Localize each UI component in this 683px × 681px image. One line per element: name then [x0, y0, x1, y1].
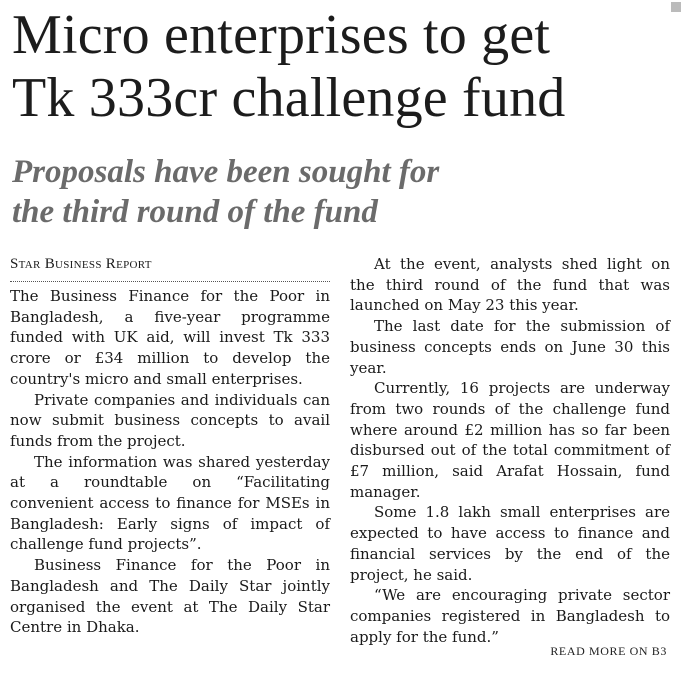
paragraph: The last date for the submission of business concepts ends on June 30 this year.: [350, 317, 670, 377]
dotted-divider: [10, 281, 330, 282]
subheadline-line-1: Proposals have been sought for: [12, 154, 440, 190]
left-column: [10, 254, 330, 638]
byline: Star Business Report: [10, 256, 152, 272]
right-column: [350, 254, 670, 647]
headline-line-1: Micro enterprises to get: [12, 4, 551, 66]
paragraph: At the event, analysts shed light on the third round of the fund that was launched on May 23 this year.: [350, 255, 670, 315]
paragraph: The Business Finance for the Poor in Bangladesh, a five-year programme funded with UK aid, will invest Tk 333 crore or £34 million to develop the country's micro and small enterprises.: [10, 287, 330, 388]
paragraph: Some 1.8 lakh small enterprises are expected to have access to finance and financial services by the end of the project, he said.: [350, 503, 670, 584]
paragraph: Currently, 16 projects are underway from two rounds of the challenge fund where around £2 million has so far been disbursed out of the total commitment of £7 million, said Arafat Hossain, fund manager.: [350, 379, 670, 501]
headline-line-2: Tk 333cr challenge fund: [12, 67, 566, 129]
paragraph: Business Finance for the Poor in Bangladesh and The Daily Star jointly organised the event at The Daily Star Centre in Dhaka.: [10, 556, 330, 637]
subheadline: [12, 152, 672, 232]
paragraph: The information was shared yesterday at a roundtable on “Facilitating convenient access to finance for MSEs in Bangladesh: Early signs of impact of challenge fund projects”.: [10, 452, 330, 554]
read-more-link[interactable]: READ MORE ON B3: [550, 644, 667, 658]
subheadline-line-2: the third round of the fund: [12, 194, 378, 230]
paragraph: Private companies and individuals can now submit business concepts to avail funds from the project.: [10, 390, 330, 450]
headline: [12, 4, 677, 130]
paragraph: “We are encouraging private sector companies registered in Bangladesh to apply for the fund.”: [350, 586, 670, 646]
